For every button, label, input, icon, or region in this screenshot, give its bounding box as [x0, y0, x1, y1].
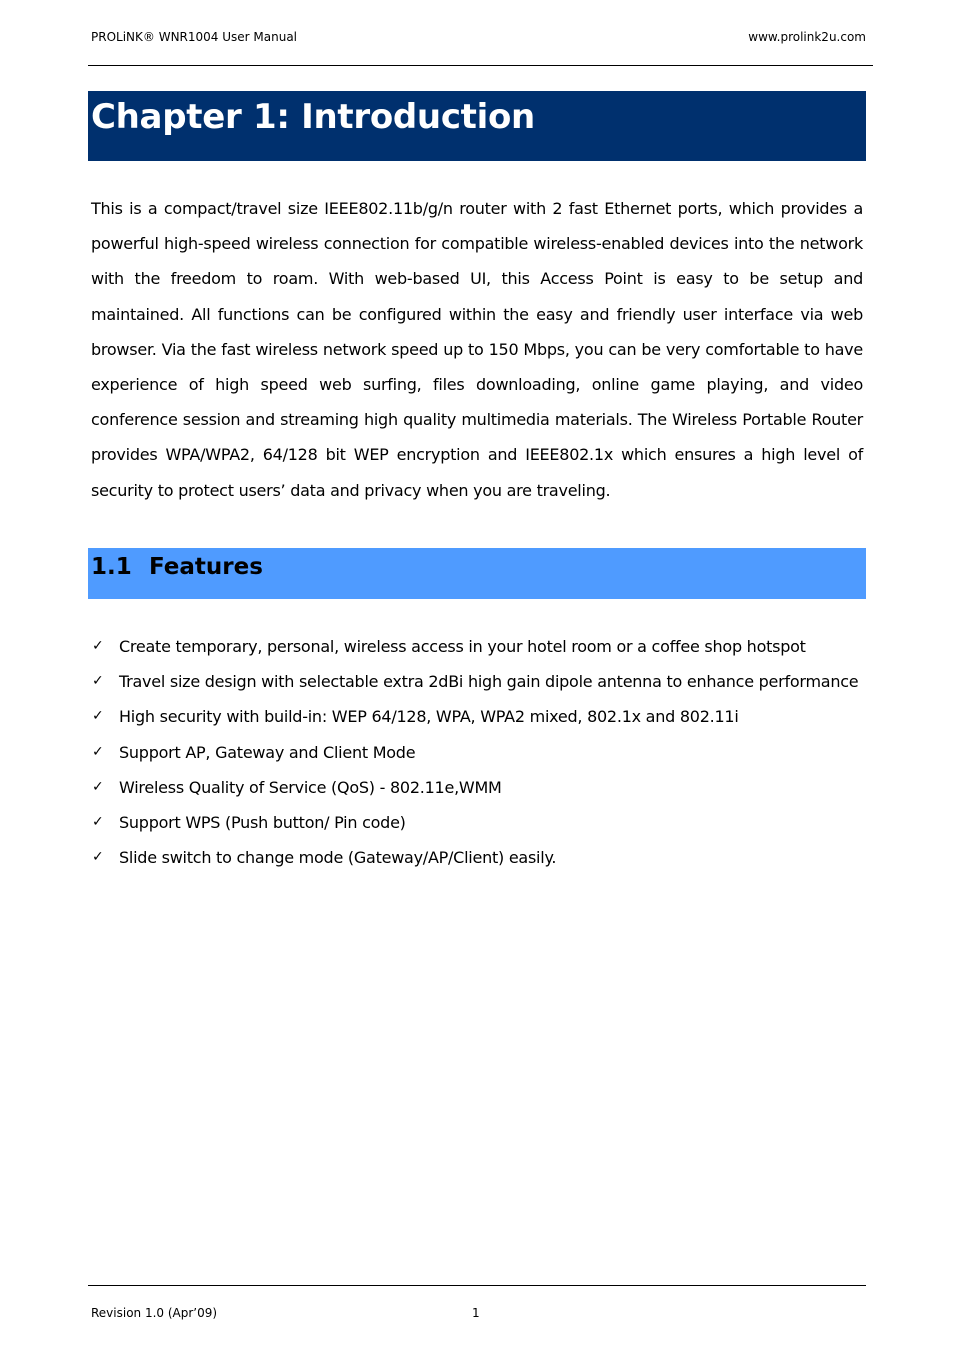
footer-revision: Revision 1.0 (Apr’09): [91, 1306, 218, 1320]
page-number: 1: [472, 1306, 480, 1320]
section-banner: [88, 548, 866, 599]
feature-item: [91, 770, 858, 805]
header-manual-title: PROLiNK® WNR1004 User Manual: [91, 30, 298, 44]
checkmark-icon: ✓: [92, 673, 104, 690]
feature-item: [91, 840, 858, 875]
feature-item: [91, 699, 858, 734]
feature-item: [91, 735, 858, 770]
feature-text: Wireless Quality of Service (QoS) - 802.11e,WMM: [119, 777, 502, 797]
chapter-banner: [88, 91, 866, 161]
feature-text: Support WPS (Push button/ Pin code): [119, 813, 406, 833]
checkmark-icon: ✓: [92, 778, 104, 795]
checkmark-icon: ✓: [92, 638, 104, 654]
feature-text: Support AP, Gateway and Client Mode: [119, 742, 416, 762]
feature-item: [91, 805, 858, 840]
feature-item: [91, 664, 858, 699]
checkmark-icon: ✓: [92, 814, 104, 831]
feature-text: Travel size design with selectable extra 2dBi high gain dipole antenna to enhance performance: [119, 672, 859, 692]
feature-text: Create temporary, personal, wireless access in your hotel room or a coffee shop hotspot: [119, 637, 806, 656]
section-title: Features: [149, 554, 263, 580]
feature-text: High security with build-in: WEP 64/128, WPA, WPA2 mixed, 802.1x and 802.11i: [119, 707, 739, 727]
checkmark-icon: ✓: [92, 849, 104, 866]
header-website: www.prolink2u.com: [748, 30, 866, 44]
footer-divider: [88, 1285, 866, 1286]
checkmark-icon: ✓: [92, 743, 104, 760]
features-list: [91, 629, 858, 875]
checkmark-icon: ✓: [92, 708, 104, 725]
intro-paragraph: This is a compact/travel size IEEE802.11b/g/n router with 2 fast Ethernet ports, which provides a powerful high-speed wireless connection for compatible wireless-enabled devices into the network with the freedom to roam. With web-based UI, this Access Point is easy to be setup and maintained. All functions can be configured within the easy and friendly user interface via web browser. Via the fast wireless network speed up to 150 Mbps, you can be very comfortable to have experience of high speed web surfing, files downloading, online game playing, and video conference session and streaming high quality multimedia materials. The Wireless Portable Router provides WPA/WPA2, 64/128 bit WEP encryption and IEEE802.1x which ensures a high level of security to protect users’ data and privacy when you are traveling.: [91, 199, 863, 500]
section-heading: [91, 551, 263, 583]
header-divider: [88, 65, 873, 66]
feature-item: [91, 629, 858, 664]
chapter-title: Chapter 1: Introduction: [91, 97, 535, 137]
section-number: 1.1: [91, 554, 132, 580]
feature-text: Slide switch to change mode (Gateway/AP/Client) easily.: [119, 848, 557, 868]
